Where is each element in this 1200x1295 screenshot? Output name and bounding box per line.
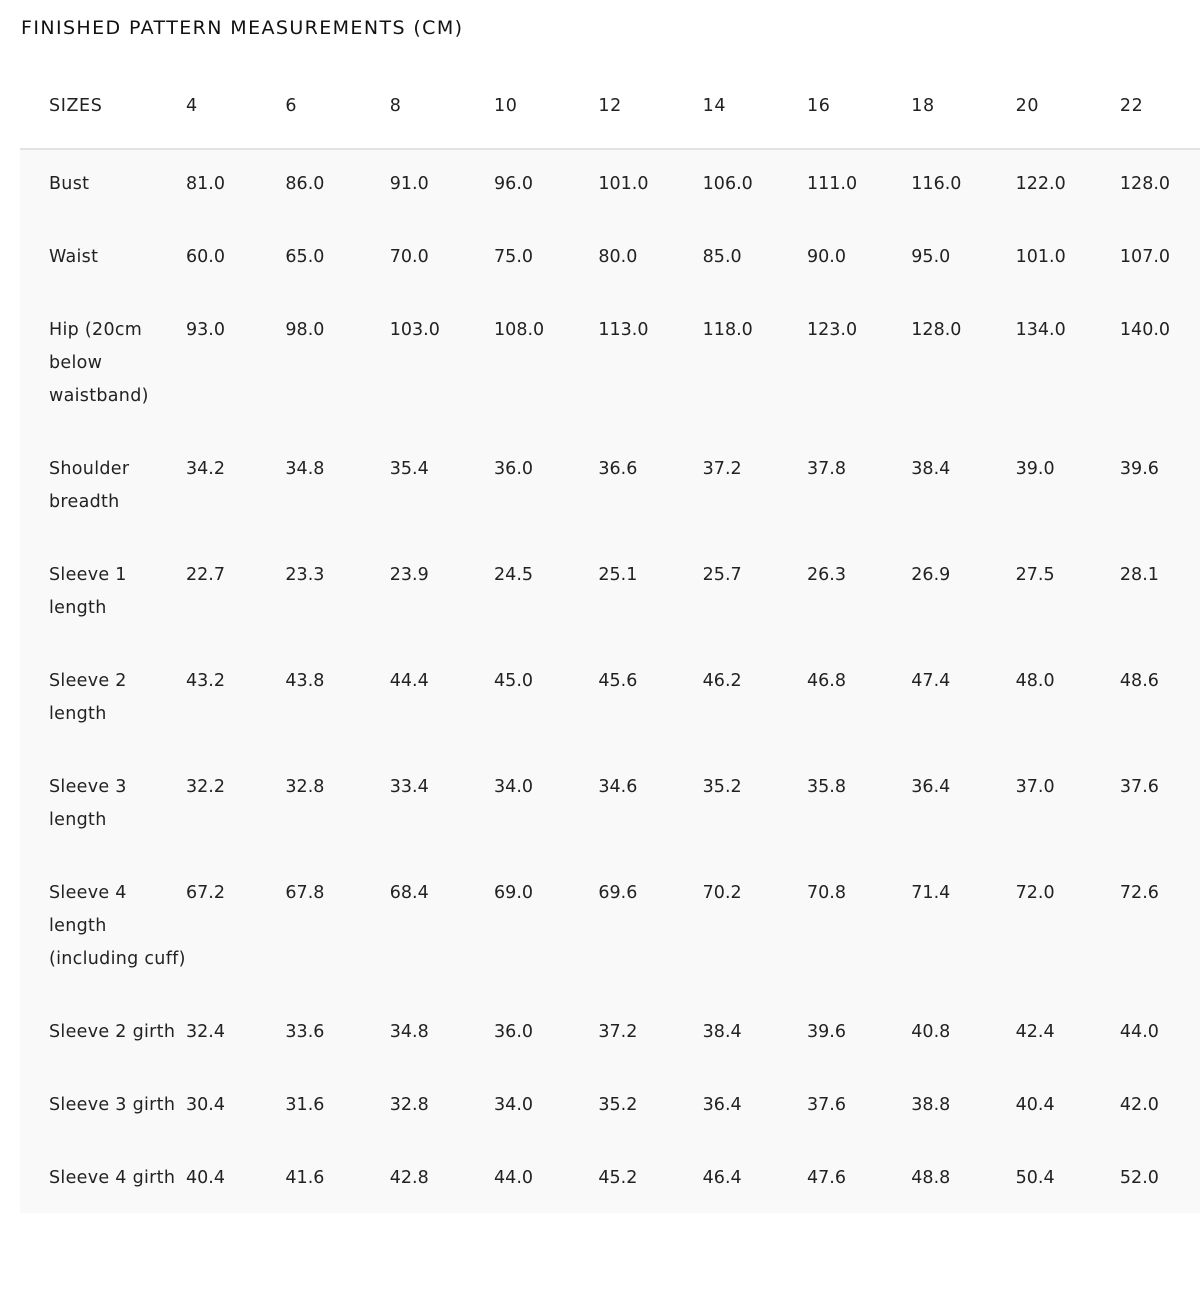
measurements-table xyxy=(20,64,1200,1213)
measurement-cell: 37.8 xyxy=(806,459,846,479)
table-row xyxy=(20,431,1200,537)
measurement-cell: 70.0 xyxy=(389,247,429,267)
measurement-cell: 42.4 xyxy=(1015,1022,1055,1042)
measurement-cell: 42.8 xyxy=(389,1168,429,1188)
measurement-cell: 80.0 xyxy=(598,247,638,267)
measurement-cell: 33.6 xyxy=(285,1022,325,1042)
measurement-cell: 106.0 xyxy=(702,174,753,194)
table-row xyxy=(20,149,1200,219)
measurement-cell: 44.0 xyxy=(494,1168,534,1188)
measurement-cell: 44.0 xyxy=(1119,1022,1159,1042)
table-row xyxy=(20,994,1200,1067)
measurement-cell: 96.0 xyxy=(494,174,534,194)
page-title: FINISHED PATTERN MEASUREMENTS (CM) xyxy=(21,17,464,39)
measurement-cell: 42.0 xyxy=(1119,1095,1159,1115)
header-size: 14 xyxy=(703,64,807,149)
row-label: Sleeve 4 girth xyxy=(49,1168,176,1188)
measurement-cell: 35.2 xyxy=(702,777,742,797)
measurement-cell: 103.0 xyxy=(389,320,440,340)
measurement-cell: 31.6 xyxy=(285,1095,325,1115)
measurement-cell: 134.0 xyxy=(1015,320,1066,340)
measurement-cell: 37.2 xyxy=(598,1022,638,1042)
measurement-cell: 75.0 xyxy=(494,247,534,267)
header-size: 16 xyxy=(807,64,911,149)
measurement-cell: 111.0 xyxy=(806,174,858,194)
measurement-cell: 128.0 xyxy=(1119,174,1171,194)
measurement-cell: 43.2 xyxy=(186,671,225,691)
measurement-cell: 23.9 xyxy=(389,565,429,585)
measurement-cell: 72.6 xyxy=(1119,883,1159,903)
measurement-cell: 34.0 xyxy=(494,777,534,797)
header-size: 8 xyxy=(390,64,494,149)
measurement-cell: 98.0 xyxy=(285,320,325,340)
measurement-cell: 48.6 xyxy=(1119,671,1159,691)
row-label: Sleeve 4 length (including cuff) xyxy=(49,883,186,969)
measurement-cell: 108.0 xyxy=(494,320,545,340)
measurement-cell: 39.6 xyxy=(806,1022,846,1042)
header-size: 10 xyxy=(494,64,598,149)
measurement-cell: 48.8 xyxy=(911,1168,951,1188)
measurement-cell: 71.4 xyxy=(911,883,951,903)
measurement-cell: 68.4 xyxy=(389,883,429,903)
table-row xyxy=(20,292,1200,431)
row-label: Sleeve 1 length xyxy=(49,565,127,618)
measurement-cell: 40.4 xyxy=(186,1168,225,1188)
measurement-cell: 32.8 xyxy=(389,1095,429,1115)
measurement-cell: 32.2 xyxy=(186,777,225,797)
table-row xyxy=(20,643,1200,749)
measurement-cell: 47.6 xyxy=(806,1168,846,1188)
measurement-cell: 37.6 xyxy=(1119,777,1159,797)
row-label: Sleeve 2 length xyxy=(49,671,127,724)
table-body xyxy=(20,149,1200,1213)
measurement-cell: 128.0 xyxy=(911,320,962,340)
measurement-cell: 107.0 xyxy=(1119,247,1171,267)
measurement-cell: 36.0 xyxy=(494,1022,534,1042)
measurement-cell: 47.4 xyxy=(911,671,951,691)
measurement-cell: 45.2 xyxy=(598,1168,638,1188)
header-sizes-label: SIZES xyxy=(20,64,186,149)
table-row xyxy=(20,219,1200,292)
measurement-cell: 34.8 xyxy=(285,459,325,479)
measurement-cell: 37.2 xyxy=(702,459,742,479)
measurement-cell: 46.8 xyxy=(806,671,846,691)
measurement-cell: 50.4 xyxy=(1015,1168,1055,1188)
measurement-cell: 38.4 xyxy=(911,459,951,479)
measurement-cell: 36.6 xyxy=(598,459,638,479)
row-label: Waist xyxy=(49,247,99,267)
measurement-cell: 33.4 xyxy=(389,777,429,797)
measurement-cell: 90.0 xyxy=(806,247,846,267)
measurement-cell: 25.7 xyxy=(702,565,742,585)
measurement-cell: 67.8 xyxy=(285,883,325,903)
measurement-cell: 35.2 xyxy=(598,1095,638,1115)
measurement-cell: 46.4 xyxy=(702,1168,742,1188)
measurement-cell: 41.6 xyxy=(285,1168,325,1188)
measurement-cell: 95.0 xyxy=(911,247,951,267)
row-label: Sleeve 2 girth xyxy=(49,1022,176,1042)
measurement-cell: 25.1 xyxy=(598,565,638,585)
measurement-cell: 37.6 xyxy=(806,1095,846,1115)
measurement-cell: 38.4 xyxy=(702,1022,742,1042)
measurement-cell: 36.0 xyxy=(494,459,534,479)
measurement-cell: 91.0 xyxy=(389,174,429,194)
measurement-cell: 36.4 xyxy=(702,1095,742,1115)
measurement-cell: 34.0 xyxy=(494,1095,534,1115)
measurement-cell: 40.8 xyxy=(911,1022,951,1042)
header-size: 18 xyxy=(911,64,1015,149)
header-size: 20 xyxy=(1016,64,1120,149)
measurement-cell: 37.0 xyxy=(1015,777,1055,797)
measurement-cell: 86.0 xyxy=(285,174,325,194)
measurement-cell: 140.0 xyxy=(1119,320,1171,340)
measurement-cell: 36.4 xyxy=(911,777,951,797)
table-row xyxy=(20,537,1200,643)
measurement-cell: 123.0 xyxy=(806,320,858,340)
measurement-cell: 48.0 xyxy=(1015,671,1055,691)
header-size: 12 xyxy=(598,64,702,149)
measurement-cell: 40.4 xyxy=(1015,1095,1055,1115)
table-row xyxy=(20,855,1200,994)
header-row xyxy=(20,64,1200,149)
measurement-cell: 67.2 xyxy=(186,883,225,903)
measurement-cell: 35.4 xyxy=(389,459,429,479)
measurement-cell: 35.8 xyxy=(806,777,846,797)
measurement-cell: 118.0 xyxy=(702,320,753,340)
measurement-cell: 101.0 xyxy=(1015,247,1066,267)
row-label: Shoulder breadth xyxy=(49,459,130,512)
row-label: Bust xyxy=(49,174,90,194)
table-row xyxy=(20,1067,1200,1140)
row-label: Hip (20cm below waistband) xyxy=(49,320,149,406)
measurement-cell: 122.0 xyxy=(1015,174,1066,194)
measurement-cell: 69.0 xyxy=(494,883,534,903)
measurement-cell: 23.3 xyxy=(285,565,325,585)
measurement-cell: 46.2 xyxy=(702,671,742,691)
measurement-cell: 34.8 xyxy=(389,1022,429,1042)
measurement-cell: 101.0 xyxy=(598,174,649,194)
measurement-cell: 45.6 xyxy=(598,671,638,691)
header-size: 6 xyxy=(285,64,389,149)
measurement-cell: 24.5 xyxy=(494,565,534,585)
measurement-cell: 116.0 xyxy=(911,174,962,194)
table-row xyxy=(20,1140,1200,1213)
measurement-cell: 69.6 xyxy=(598,883,638,903)
measurement-cell: 39.0 xyxy=(1015,459,1055,479)
row-label: Sleeve 3 length xyxy=(49,777,127,830)
measurement-cell: 65.0 xyxy=(285,247,325,267)
row-label: Sleeve 3 girth xyxy=(49,1095,176,1115)
measurement-cell: 72.0 xyxy=(1015,883,1055,903)
table-header xyxy=(20,64,1200,149)
measurement-cell: 85.0 xyxy=(702,247,742,267)
measurement-cell: 81.0 xyxy=(186,174,225,194)
measurement-cell: 26.3 xyxy=(806,565,846,585)
measurement-cell: 26.9 xyxy=(911,565,951,585)
measurement-cell: 39.6 xyxy=(1119,459,1159,479)
measurement-cell: 113.0 xyxy=(598,320,649,340)
header-size: 22 xyxy=(1120,64,1200,149)
measurement-cell: 27.5 xyxy=(1015,565,1055,585)
measurement-cell: 30.4 xyxy=(186,1095,225,1115)
measurement-cell: 52.0 xyxy=(1119,1168,1159,1188)
measurement-cell: 22.7 xyxy=(186,565,225,585)
measurement-cell: 34.2 xyxy=(186,459,225,479)
measurement-cell: 28.1 xyxy=(1119,565,1159,585)
measurement-cell: 60.0 xyxy=(186,247,225,267)
measurement-cell: 45.0 xyxy=(494,671,534,691)
measurement-cell: 43.8 xyxy=(285,671,325,691)
measurement-cell: 44.4 xyxy=(389,671,429,691)
header-size: 4 xyxy=(186,64,285,149)
measurement-cell: 32.4 xyxy=(186,1022,225,1042)
measurement-cell: 32.8 xyxy=(285,777,325,797)
table-row xyxy=(20,749,1200,855)
measurement-cell: 34.6 xyxy=(598,777,638,797)
measurement-cell: 38.8 xyxy=(911,1095,951,1115)
measurement-cell: 70.2 xyxy=(702,883,742,903)
measurement-cell: 93.0 xyxy=(186,320,225,340)
measurement-cell: 70.8 xyxy=(806,883,846,903)
